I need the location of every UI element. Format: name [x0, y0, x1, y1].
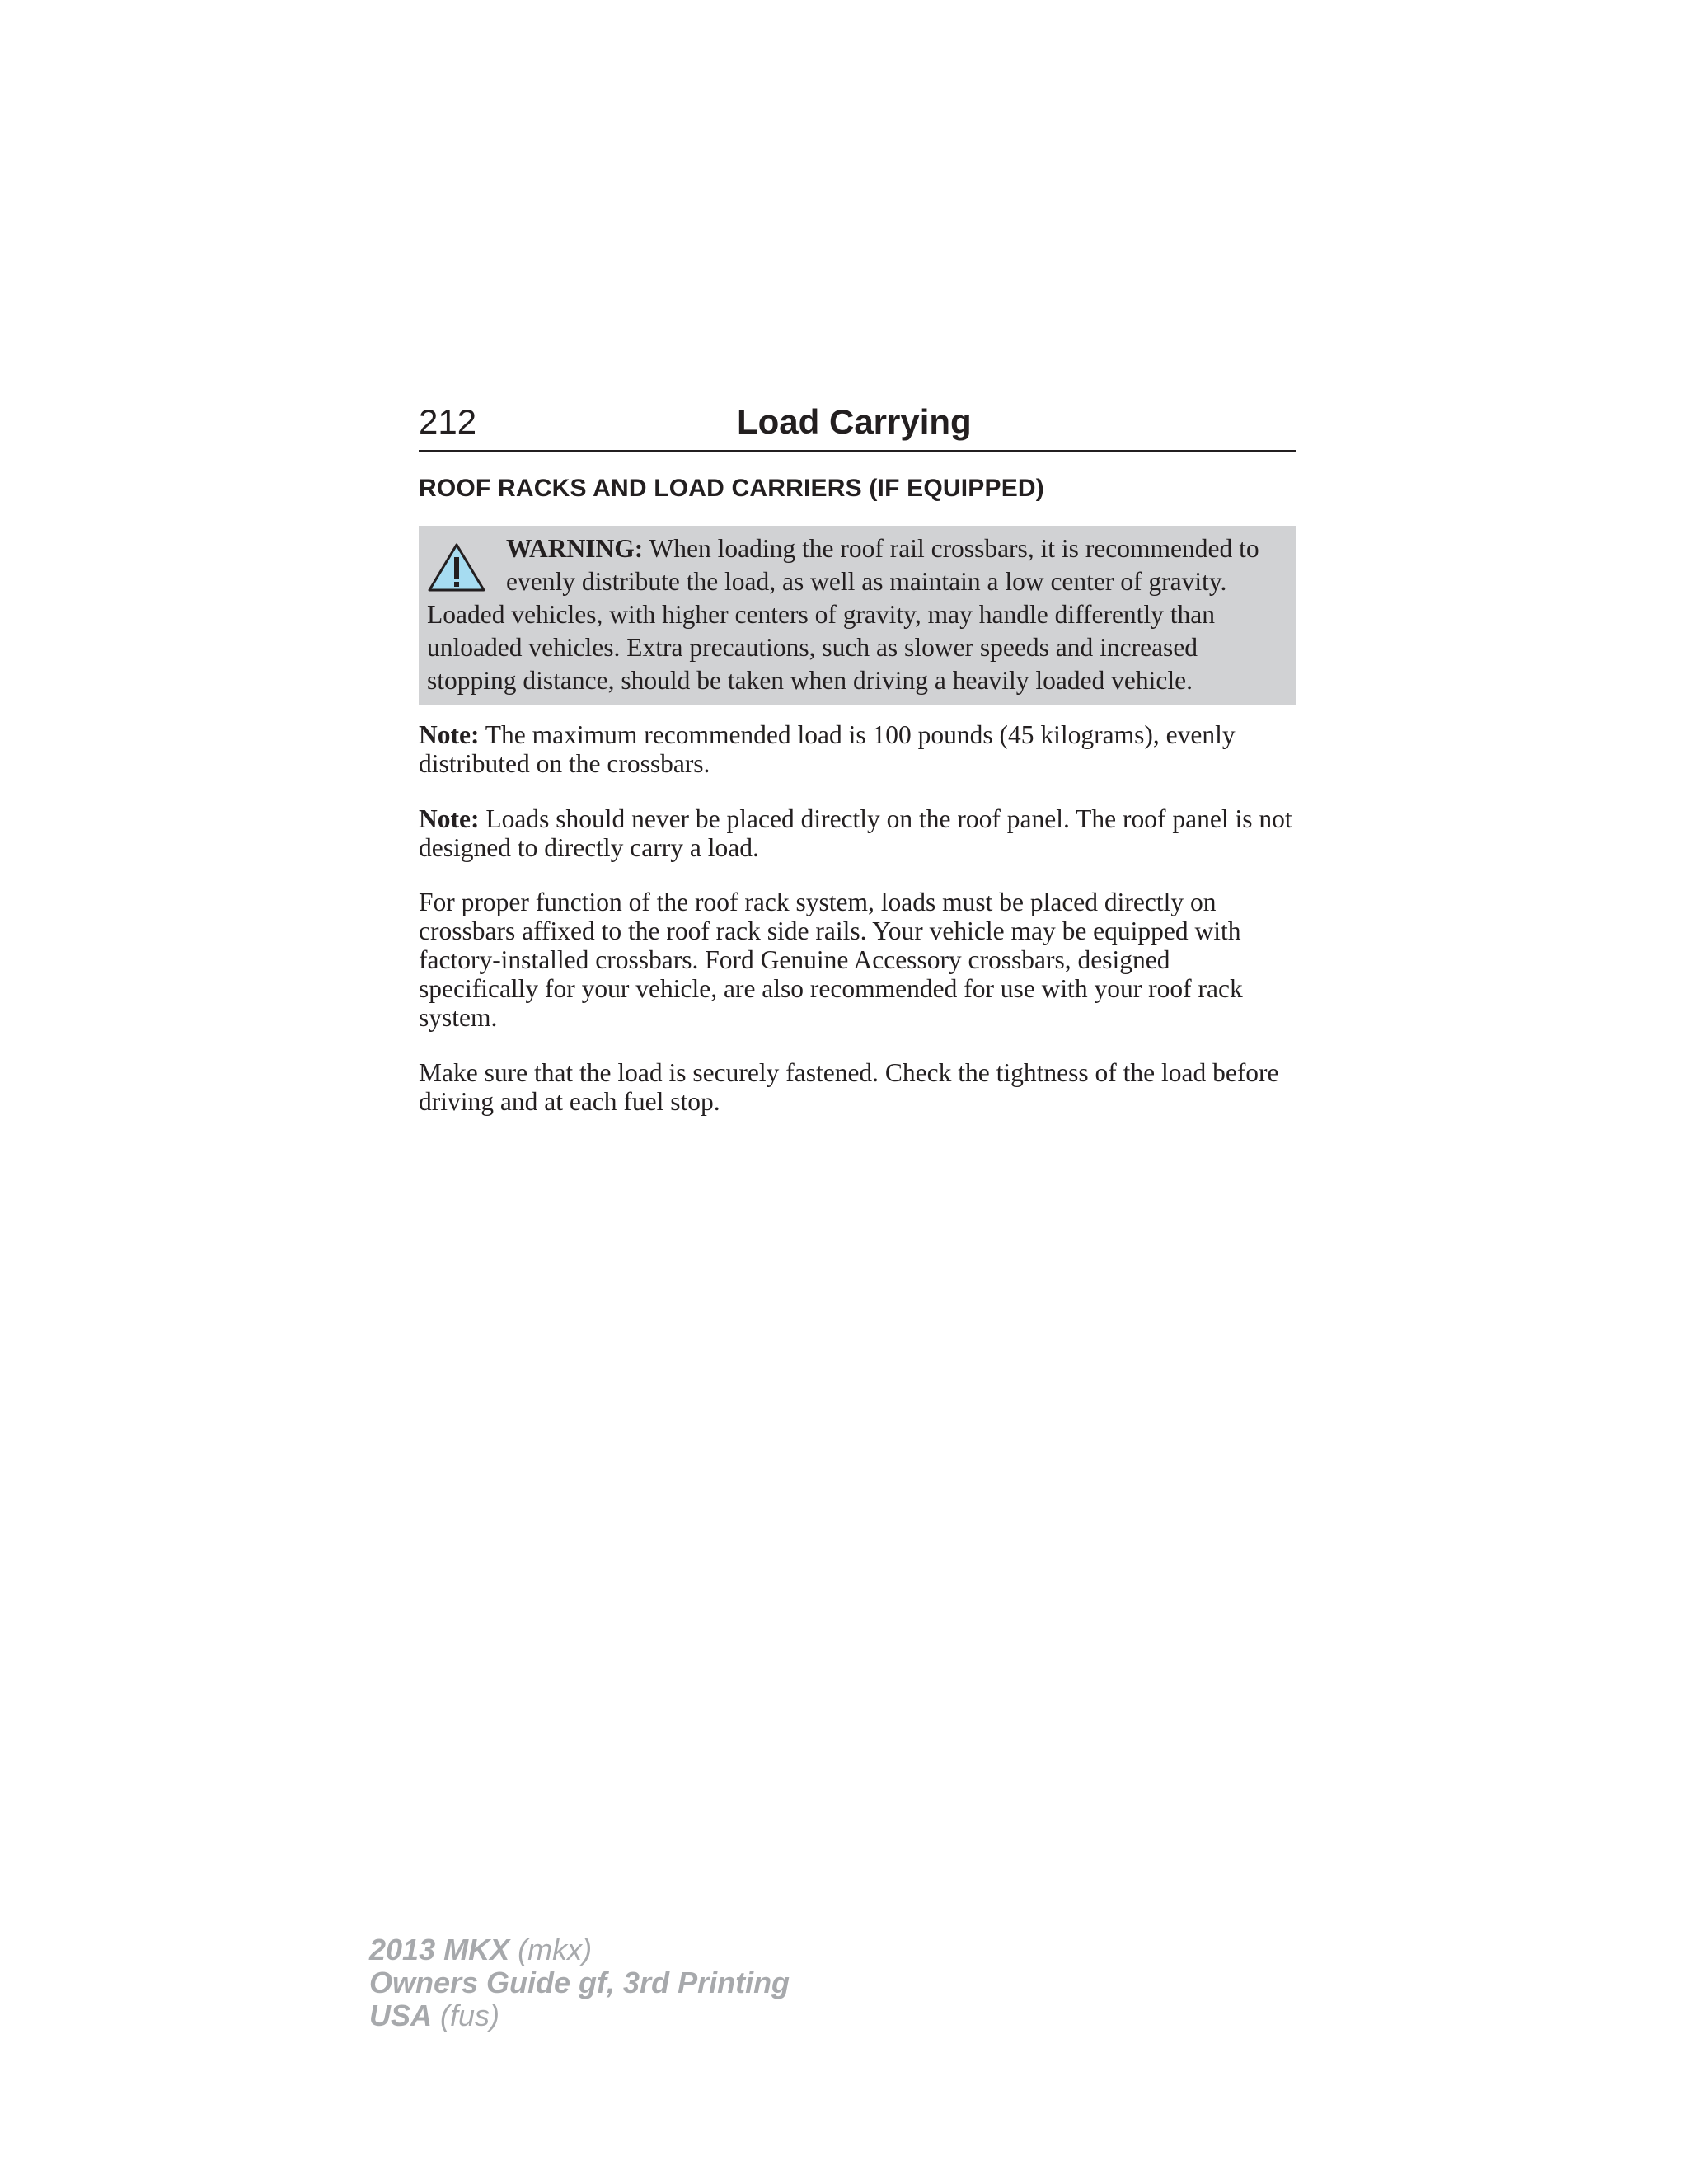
note-paragraph	[419, 804, 1296, 862]
chapter-title: Load Carrying	[737, 402, 972, 441]
warning-label: WARNING:	[506, 534, 644, 563]
warning-box	[419, 526, 1296, 705]
footer-market-code: (fus)	[440, 1999, 500, 2032]
footer-model: 2013 MKX	[369, 1933, 510, 1966]
page-header	[419, 396, 1296, 452]
note-label: Note:	[419, 720, 480, 749]
note-text: The maximum recommended load is 100 pounds (45 kilograms), evenly distributed on the crossbars.	[419, 720, 1236, 778]
note-label: Note:	[419, 804, 480, 833]
note-text: Loads should never be placed directly on the roof panel. The roof panel is not designed to directly carry a load.	[419, 804, 1292, 862]
body-paragraph: For proper function of the roof rack system, loads must be placed directly on crossbars affixed to the roof rack side rails. Your vehicle may be equipped with factory-installed crossbars. Ford Genuine Accessory crossbars, designed specifically for your vehicle, are also recommended for use with your roof rack system.	[419, 888, 1243, 1032]
footer-line	[369, 1999, 790, 2032]
footer-line	[369, 1933, 790, 1966]
page-footer	[369, 1933, 790, 2032]
footer-market: USA	[369, 1999, 433, 2032]
section-title: ROOF RACKS AND LOAD CARRIERS (IF EQUIPPED)	[419, 475, 1044, 502]
footer-guide-name: Owners Guide gf, 3rd Printing	[369, 1966, 790, 1999]
warning-triangle-icon	[427, 542, 486, 593]
footer-line	[369, 1966, 790, 1999]
note-paragraph	[419, 720, 1296, 778]
manual-page	[419, 396, 1296, 1141]
warning-text: When loading the roof rail crossbars, it is recommended to evenly distribute the load, as well as maintain a low center of gravity. Loaded vehicles, with higher centers of gravity, may handle differently than unloaded vehicles. Extra precautions, such as slower speeds and increased stopping distance, should be taken when driving a heavily loaded vehicle.	[427, 534, 1259, 695]
body-paragraph: Make sure that the load is securely fastened. Check the tightness of the load before driving and at each fuel stop.	[419, 1057, 1279, 1116]
footer-model-code: (mkx)	[518, 1933, 593, 1966]
page-number: 212	[419, 402, 477, 441]
